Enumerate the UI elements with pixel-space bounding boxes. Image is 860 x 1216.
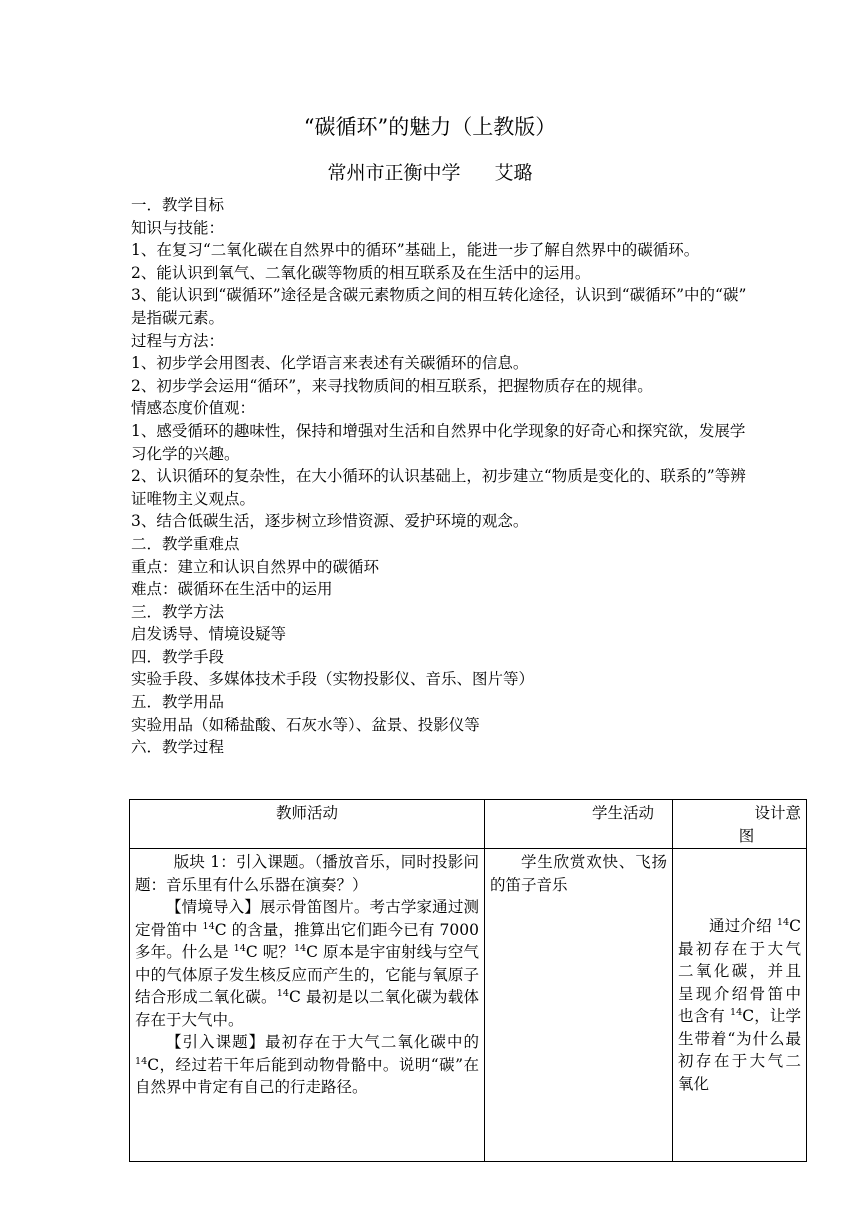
- key-point: 重点：建立和认识自然界中的碳循环: [131, 557, 380, 576]
- header-design-intent: [673, 800, 807, 849]
- header-teacher-activity: 教师活动: [130, 800, 485, 849]
- header-design-line1: 设计意: [754, 804, 801, 822]
- author-name: 艾璐: [494, 162, 533, 184]
- header-design-line2: 图: [738, 826, 755, 845]
- section-heading-objectives: 一．教学目标: [131, 196, 225, 214]
- means-text: 实验手段、多媒体技术手段（实物投影仪、音乐、图片等）: [131, 670, 535, 689]
- document-body: [131, 194, 751, 759]
- subheading-process: 过程与方法：: [131, 331, 225, 350]
- knowledge-item-3: 3、能认识到“碳循环”途径是含碳元素物质之间的相互转化途径，认识到“碳循环”中的“碳”: [131, 286, 747, 305]
- knowledge-item-1: 1、在复习“二氧化碳在自然界中的循环”基础上，能进一步了解自然界中的碳循环。: [131, 241, 700, 260]
- teacher-para-1: 版块 1：引入课题。（播放音乐，同时投影问题：音乐里有什么乐器在演奏？）: [135, 853, 479, 894]
- section-heading-means: 四．教学手段: [131, 647, 225, 666]
- subheading-emotion: 情感态度价值观：: [131, 399, 256, 418]
- page-title: “碳循环”的魅力（上教版）: [303, 115, 557, 139]
- student-activity-cell: [485, 849, 673, 1162]
- knowledge-item-2: 2、能认识到氧气、二氧化碳等物质的相互联系及在生活中的运用。: [131, 263, 591, 282]
- section-heading-supplies: 五．教学用品: [131, 693, 225, 712]
- author-school: 常州市正衡中学: [327, 162, 461, 184]
- section-heading-methods: 三．教学方法: [131, 602, 225, 621]
- design-intent-cell: [673, 849, 807, 1162]
- table-row: [130, 849, 807, 1162]
- table-header-row: [130, 800, 807, 849]
- knowledge-item-3-cont: 是指碳元素。: [131, 308, 225, 327]
- difficult-point: 难点：碳循环在生活中的运用: [131, 580, 333, 599]
- emotion-item-3: 3、结合低碳生活，逐步树立珍惜资源、爱护环境的观念。: [131, 512, 529, 531]
- teacher-para-2: 【情境导入】展示骨笛图片。考古学家通过测定骨笛中 $^{14}$C 的含量，推算出它们距今已有 7000 多年。什么是 $^{14}$C 呢？$^{14}$C 原本是宇宙射线与空气中的气体原子发生核反应而产生的，它能与氧原子结合形成二氧化碳。$^{14}$C 最初是以二氧化碳为载体存在于大气中。: [135, 898, 479, 1029]
- teaching-process-table: [129, 799, 807, 1162]
- section-heading-key-points: 二．教学重难点: [131, 534, 240, 553]
- student-activity-text: 学生欣赏欢快、飞扬的笛子音乐: [490, 853, 667, 894]
- supplies-text: 实验用品（如稀盐酸、石灰水等）、盆景、投影仪等: [131, 715, 480, 734]
- teacher-activity-cell: [130, 849, 485, 1162]
- header-student-activity: 学生活动: [485, 800, 673, 849]
- methods-text: 启发诱导、情境设疑等: [131, 625, 287, 644]
- emotion-item-2: 2、认识循环的复杂性，在大小循环的认识基础上，初步建立“物质是变化的、联系的”等辨证唯物主义观点。: [131, 467, 746, 508]
- emotion-item-1: 1、感受循环的趣味性，保持和增强对生活和自然界中化学现象的好奇心和探究欲，发展学习化学的兴趣。: [131, 421, 746, 463]
- author-line: [0, 159, 860, 187]
- design-intent-text: 通过介绍 $^{14}$C 最初存在于大气二氧化碳，并且呈现介绍骨笛中也含有 $^{14}$C，让学生带着“为什么最初存在于大气二氧化: [678, 916, 801, 1093]
- subheading-knowledge: 知识与技能：: [131, 218, 225, 237]
- process-item-2: 2、初步学会运用“循环”，来寻找物质间的相互联系，把握物质存在的规律。: [131, 376, 653, 395]
- process-item-1: 1、初步学会用图表、化学语言来表述有关碳循环的信息。: [131, 354, 529, 373]
- section-heading-process: 六．教学过程: [131, 738, 225, 757]
- teacher-para-3: 【引入课题】最初存在于大气二氧化碳中的 $^{14}$C，经过若干年后能到动物骨骼中。说明“碳”在自然界中肯定有自己的行走路径。: [135, 1033, 479, 1096]
